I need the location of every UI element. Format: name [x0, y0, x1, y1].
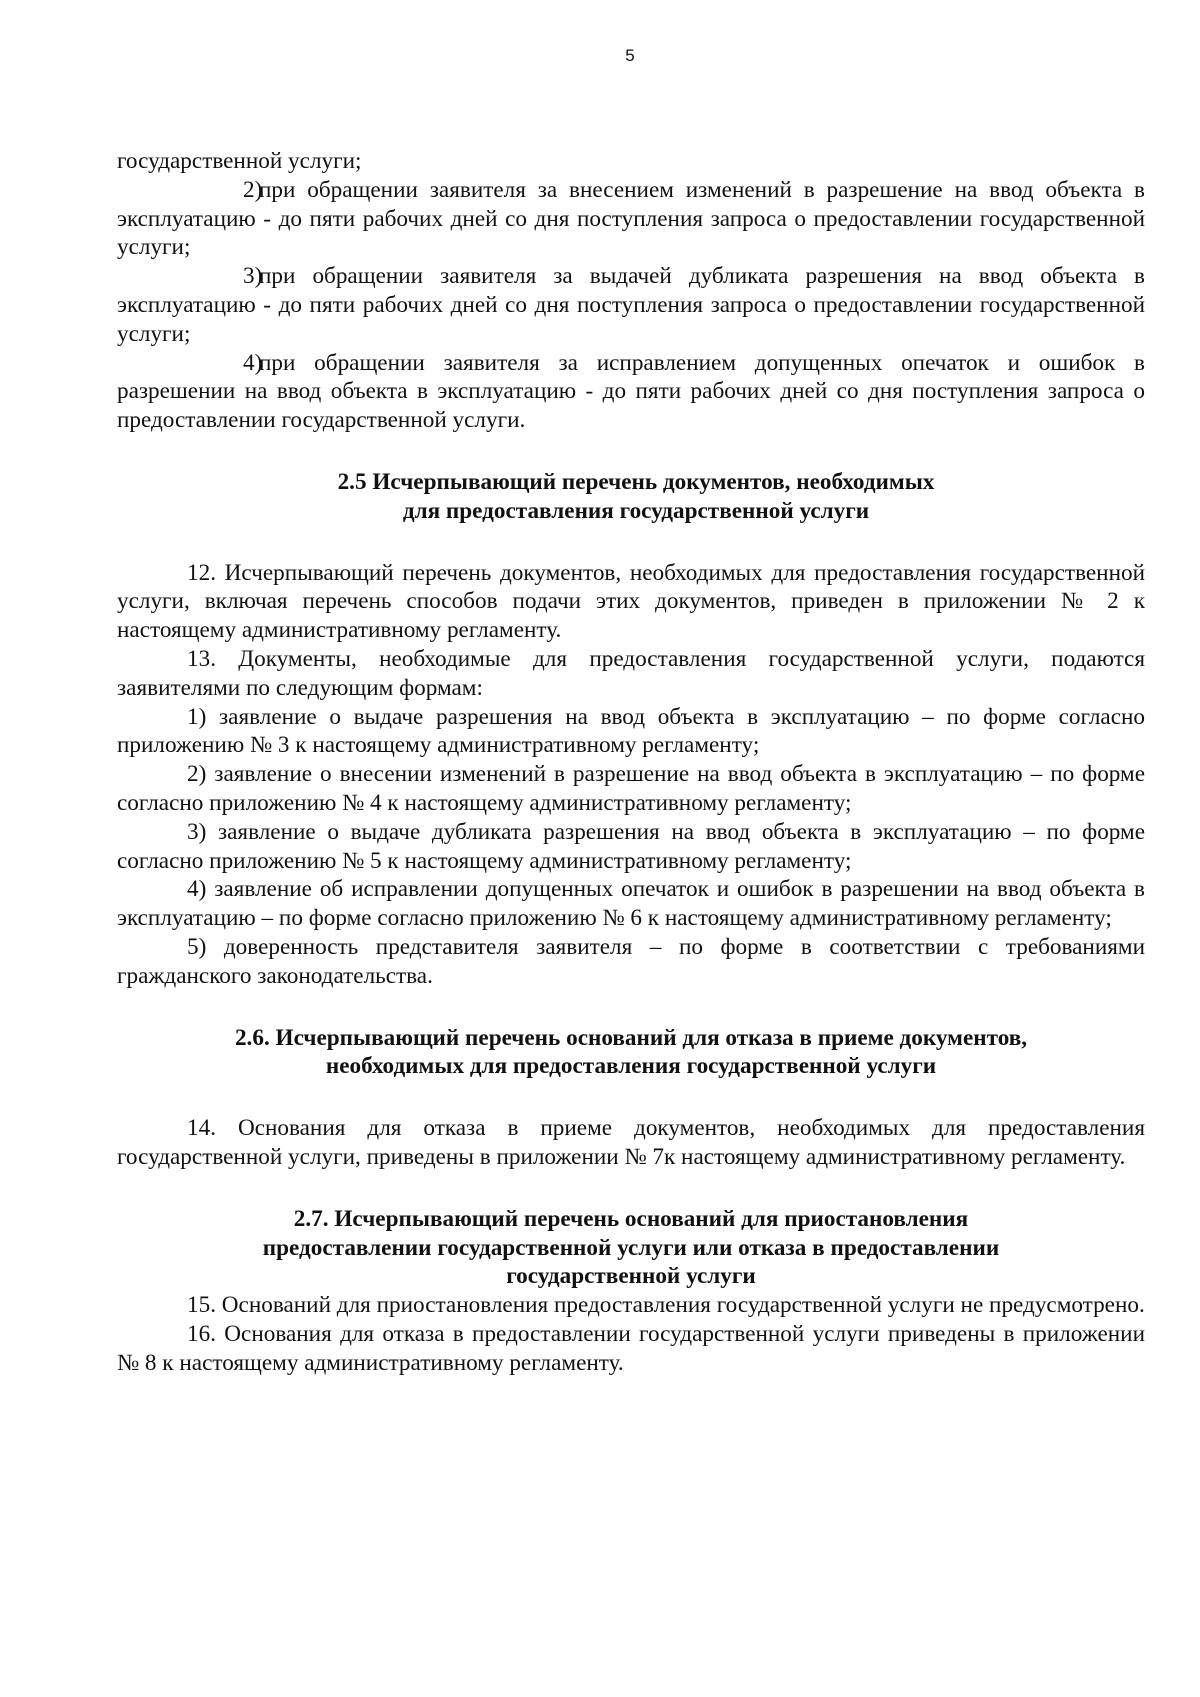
heading-line: для предоставления государственной услуги	[402, 497, 870, 524]
form-item: 4) заявление об исправлении допущенных опечаток и ошибок в разрешении на ввод объекта в эксплуатацию – по форме согласно приложению № 6 к настоящему административному регламенту;	[117, 876, 1145, 932]
page-number: 5	[625, 46, 635, 65]
list-item-text: при обращении заявителя за выдачей дубликата разрешения на ввод объекта в эксплуатацию - до пяти рабочих дней со дня поступления запроса о предоставлении государственной услуги;	[117, 263, 1145, 347]
paragraph-16: 16. Основания для отказа в предоставлении государственной услуги приведены в приложении № 8 к настоящему административному регламенту.	[117, 1320, 1145, 1376]
heading-line: необходимых для предоставления государственной услуги	[325, 1053, 937, 1080]
section-heading-2-7	[117, 1205, 1145, 1291]
paragraph-14: 14. Основания для отказа в приеме документов, необходимых для предоставления государственной услуги, приведены в приложении № 7к настоящему административному регламенту.	[117, 1115, 1145, 1170]
form-item: 3) заявление о выдаче дубликата разрешения на ввод объекта в эксплуатацию – по форме согласно приложению № 5 к настоящему административному регламенту;	[117, 818, 1145, 874]
heading-line: предоставлении государственной услуги или отказа в предоставлении	[262, 1234, 1000, 1261]
section-heading-2-6	[117, 1024, 1145, 1082]
list-item-text: при обращении заявителя за исправлением допущенных опечаток и ошибок в разрешении на ввод объекта в эксплуатацию - до пяти рабочих дней со дня поступления запроса о предоставлении государственной услуги.	[117, 349, 1145, 434]
document-body	[117, 147, 1145, 1377]
list-marker: 3)	[243, 263, 263, 290]
form-item: 5) доверенность представителя заявителя – по форме в соответствии с требованиями гражданского законодательства.	[117, 933, 1145, 989]
form-item: 2) заявление о внесении изменений в разрешение на ввод объекта в эксплуатацию – по форме согласно приложению № 4 к настоящему административному регламенту;	[117, 761, 1145, 816]
heading-line: 2.6. Исчерпывающий перечень оснований для отказа в приеме документов,	[234, 1024, 1028, 1051]
list-marker: 2)	[243, 176, 263, 203]
list-marker: 4)	[243, 349, 263, 376]
list-item	[117, 262, 1145, 348]
section-heading-2-5	[117, 468, 1145, 526]
heading-line: 2.5 Исчерпывающий перечень документов, необходимых	[337, 468, 935, 495]
heading-line: 2.7. Исчерпывающий перечень оснований для приостановления	[293, 1205, 969, 1232]
heading-line: государственной услуги	[506, 1263, 756, 1290]
list-item	[117, 349, 1145, 435]
paragraph-12: 12. Исчерпывающий перечень документов, необходимых для предоставления государственной услуги, включая перечень способов подачи этих документов, приведен в приложении № 2 к настоящему административному регламенту.	[117, 559, 1145, 644]
paragraph-13: 13. Документы, необходимые для предоставления государственной услуги, подаются заявителями по следующим формам:	[117, 645, 1145, 701]
paragraph-15: 15. Оснований для приостановления предоставления государственной услуги не предусмотрено.	[187, 1292, 1145, 1319]
list-item	[117, 176, 1145, 262]
continuation-text: государственной услуги;	[117, 148, 362, 174]
list-item-text: при обращении заявителя за внесением изменений в разрешение на ввод объекта в эксплуатацию - до пяти рабочих дней со дня поступления запроса о предоставлении государственной услуги;	[117, 176, 1145, 261]
form-item: 1) заявление о выдаче разрешения на ввод объекта в эксплуатацию – по форме согласно приложению № 3 к настоящему административному регламенту;	[117, 703, 1145, 759]
